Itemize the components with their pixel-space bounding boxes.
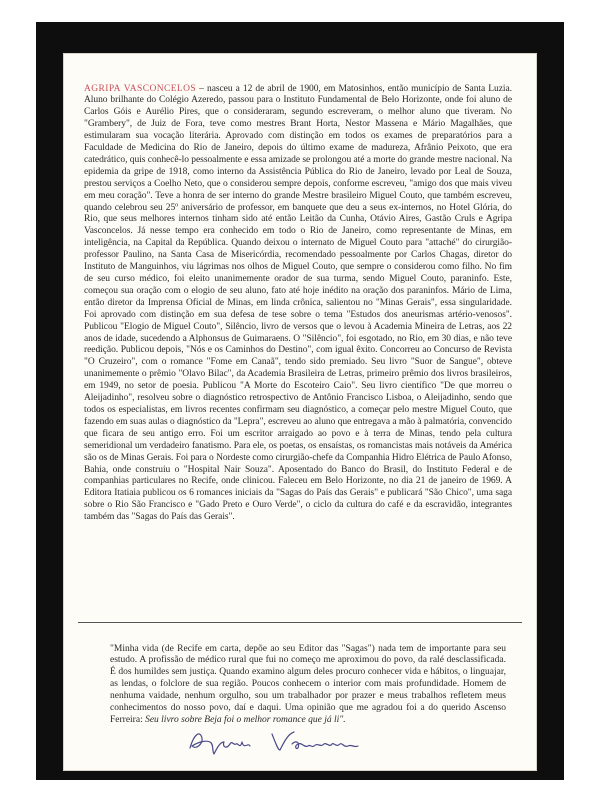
biography-text: – nasceu a 12 de abril de 1900, em Matosinhos, então município de Santa Luzia. Aluno brilhante do Colégio Azeredo, passou para o Instituto Fundamental de Belo Horizonte, onde foi aluno de Carlos Góis e Aurélio Pires, que o consideraram, segundo escreveram, o melhor aluno que tiveram. No "Grambery", de Juiz de Fora, teve como mestres Brant Horta, Nestor Massena e Mário Magalhães, que estimularam sua vocação literária. Aprovado com distinção em todos os exames de preparatórios para a Faculdade de Medicina do Rio de Janeiro, depois do último exame de madureza, Afrânio Peixoto, que era catedrático, quis conhecê-lo pessoalmente e essa amizade se prolongou até a morte do grande mestre nacional. Na epidemia da gripe de 1918, como interno da Assistência Pública do Rio de Janeiro, levado por Leal de Souza, prestou serviços a Coelho Neto, que o considerou sempre depois, conforme escreveu, "amigo dos que mais viveu em meu coração". Teve a honra de ser interno do grande Mestre brasileiro Miguel Couto, que também escreveu, quando celebrou seu 25º aniversário de professor, em banquete que deu a seus ex-internos, no Hotel Glória, do Rio, que seus melhores internos tinham sido até então Leitão da Cunha, Otávio Aires, Gastão Cruls e Agripa Vasconcelos. Já nesse tempo era conhecido em todo o Rio de Janeiro, como representante de Minas, em inteligência, na Capital da República. Quando deixou o internato de Miguel Couto para "attaché" do cirurgião-professor Paulino, na Santa Casa de Misericórdia, recomendado pessoalmente por Carlos Chagas, diretor do Instituto de Manguinhos, viu lágrimas nos olhos de Miguel Couto, que sempre o considerou como filho. No fim de seu curso médico, foi eleito unanimemente orador de sua turma, sendo Miguel Couto, paraninfo. Este, começou sua oração com o elogio de seu aluno, fato até hoje inédito na oração dos paraninfos. Mário de Lima, então diretor da Imprensa Oficial de Minas, em linda crônica, salientou no "Minas Gerais", essa singularidade. Foi aprovado com distinção em sua defesa de tese sobre o tema "Estudos dos aneurismas artério-venosos". Publicou "Elogio de Miguel Couto", Silêncio, livro de versos que o levou à Academia Mineira de Letras, aos 22 anos de idade, sucedendo a Alphonsus de Guimaraens. O "Silêncio", foi esgotado, no Rio, em 30 dias, e não teve reedição. Publicou depois, "Nós e os Caminhos do Destino", com igual êxito. Concorreu ao Concurso de Revista "O Cruzeiro", com o romance "Fome em Canaã", tendo sido premiado. Seu livro "Suor de Sangue", obteve unanimemente o prêmio "Olavo Bilac", da Academia Brasileira de Letras, primeiro prêmio dos livros brasileiros, em 1949, no setor de poesia. Publicou "A Morte do Escoteiro Caio". Seu livro científico "De que morreu o Aleijadinho", resolveu sobre o diagnóstico retrospectivo de Antônio Francisco Lisboa, o Aleijadinho, sendo que todos os especialistas, em livros recentes confirmam seu diagnóstico, a começar pelo mestre Miguel Couto, que fazendo em suas aulas o diagnóstico da "Lepra", escreveu ao aluno que entregava a mão à palmatória, convencido que ficara de seu antigo erro. Foi um escritor arraigado ao povo e à terra de Minas, tendo pela cultura semeridional um verdadeiro fanatismo. Para ele, os poetas, os ensaístas, os romancistas mais notáveis da América são os de Minas Gerais. Foi para o Nordeste como cirurgião-chefe da Companhia Hidro Elétrica de Paulo Afonso, Bahia, onde construiu o "Hospital Nair Souza". Aposentado do Banco do Brasil, do Instituto Federal e de companhias particulares no Recife, onde clinicou. Faleceu em Belo Horizonte, no dia 21 de janeiro de 1969. A Editora Itatiaia publicou os 6 romances iniciais da "Sagas do País das Gerais" e publicará "São Chico", uma saga sobre o Rio São Francisco e "Gado Preto e Ouro Verde", o ciclo da cultura do café e da escravidão, integrantes também das "Sagas do País das Gerais". — [84, 83, 512, 523]
quote-text: "Minha vida (de Recife em carta, depõe ao seu Editor das "Sagas") nada tem de importante para seu estudo. A profissão de médico rural que fui no começo me aproximou do povo, da ralé desclassificada. É dos humildes sem justiça. Quando examino algum deles procuro conhecer vida e hábitos, o linguajar, as lendas, o folclore de sua região. Poucos conhecem o interior com mais profundidade. Homem de nenhuma vaidade, nenhum orgulho, sou um trabalhador por prazer e meus trabalhos refletem meus conhecimentos do nosso povo, daí e daqui. Uma opinião que me agradou foi a do querido Ascenso Ferreira: — [110, 643, 506, 725]
book-back-cover — [64, 54, 536, 770]
handwritten-signature — [184, 720, 384, 760]
author-name: AGRIPA VASCONCELOS — [84, 83, 197, 94]
quote-italic: Seu livro sobre Beja foi o melhor romance que já li". — [145, 714, 346, 725]
author-quote — [110, 644, 506, 727]
section-divider — [78, 622, 522, 623]
author-biography — [84, 84, 512, 525]
